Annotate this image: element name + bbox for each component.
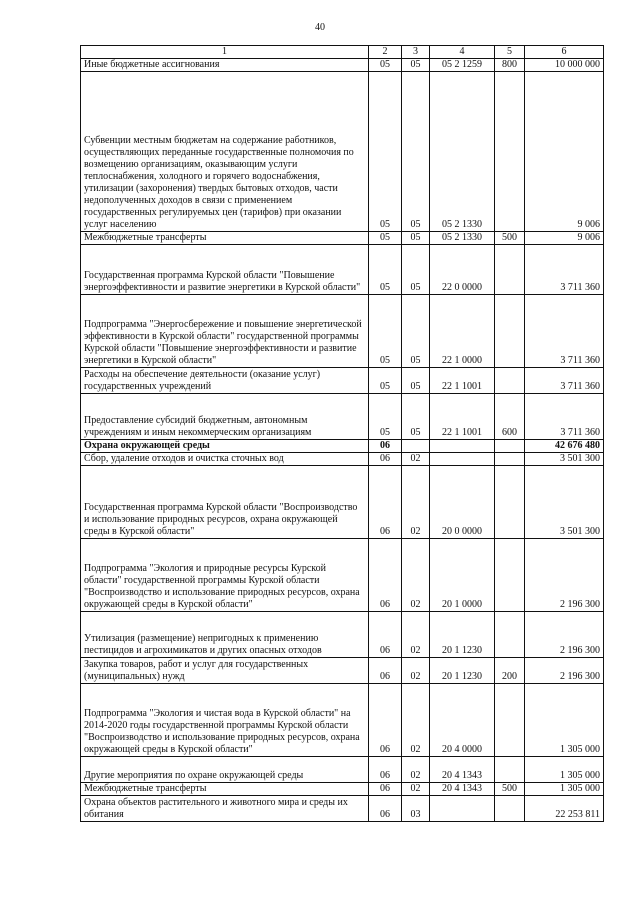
- cell-amount: 9 006: [525, 72, 604, 232]
- cell-name: Государственная программа Курской области "Повышение энергоэффективности и развитие энергетики в Курской области": [81, 245, 369, 295]
- cell-expense-type: [495, 757, 525, 783]
- cell-expense-type: [495, 368, 525, 394]
- cell-expense-type: [495, 684, 525, 757]
- table-row: [81, 612, 604, 658]
- table-row: [81, 757, 604, 783]
- table-row: [81, 232, 604, 245]
- cell-target-code: [430, 453, 495, 466]
- cell-amount: 42 676 480: [525, 440, 604, 453]
- cell-expense-type: 200: [495, 658, 525, 684]
- table-row: [81, 466, 604, 539]
- table-row: [81, 783, 604, 796]
- cell-name: Охрана объектов растительного и животного мира и среды их обитания: [81, 796, 369, 822]
- cell-subsection: 05: [402, 245, 430, 295]
- cell-name: Государственная программа Курской области "Воспроизводство и использование природных ресурсов, охрана окружающей среды в Курской области": [81, 466, 369, 539]
- cell-name: Иные бюджетные ассигнования: [81, 59, 369, 72]
- cell-amount: 1 305 000: [525, 783, 604, 796]
- cell-subsection: 02: [402, 658, 430, 684]
- cell-target-code: 20 1 0000: [430, 539, 495, 612]
- table-row: [81, 684, 604, 757]
- table-row: [81, 59, 604, 72]
- table-row: [81, 796, 604, 822]
- cell-expense-type: 800: [495, 59, 525, 72]
- table-row: [81, 394, 604, 440]
- cell-section: 05: [369, 295, 402, 368]
- cell-target-code: 20 4 0000: [430, 684, 495, 757]
- cell-name: Межбюджетные трансферты: [81, 783, 369, 796]
- cell-section: 06: [369, 684, 402, 757]
- table-row: [81, 368, 604, 394]
- cell-section: 06: [369, 783, 402, 796]
- cell-section: 06: [369, 757, 402, 783]
- cell-section: 06: [369, 796, 402, 822]
- cell-subsection: 05: [402, 394, 430, 440]
- cell-name: Расходы на обеспечение деятельности (оказание услуг) государственных учреждений: [81, 368, 369, 394]
- cell-section: 05: [369, 394, 402, 440]
- cell-expense-type: [495, 440, 525, 453]
- cell-subsection: 03: [402, 796, 430, 822]
- cell-expense-type: [495, 539, 525, 612]
- cell-subsection: 02: [402, 783, 430, 796]
- cell-target-code: 22 1 1001: [430, 394, 495, 440]
- cell-target-code: 05 2 1330: [430, 72, 495, 232]
- cell-expense-type: [495, 295, 525, 368]
- cell-amount: 3 711 360: [525, 368, 604, 394]
- cell-name: Предоставление субсидий бюджетным, автономным учреждениям и иным некоммерческим организациям: [81, 394, 369, 440]
- cell-expense-type: 500: [495, 232, 525, 245]
- cell-section: 06: [369, 539, 402, 612]
- header-row: [81, 46, 604, 59]
- cell-expense-type: [495, 453, 525, 466]
- cell-target-code: [430, 796, 495, 822]
- cell-subsection: 05: [402, 232, 430, 245]
- cell-section: 05: [369, 59, 402, 72]
- cell-name: Субвенции местным бюджетам на содержание работников, осуществляющих переданные государственные полномочия по возмещению организациям, оказывающим услуги теплоснабжения, холодного и горячего водоснабжения, утилизации (захоронения) твердых бытовых отходов, части недополученных доходов в связи с применением государственных регулируемых цен (тарифов) при оказании услуг населению: [81, 72, 369, 232]
- cell-expense-type: [495, 245, 525, 295]
- cell-amount: 3 501 300: [525, 453, 604, 466]
- cell-amount: 22 253 811: [525, 796, 604, 822]
- cell-expense-type: 500: [495, 783, 525, 796]
- cell-subsection: 02: [402, 453, 430, 466]
- cell-amount: 9 006: [525, 232, 604, 245]
- cell-amount: 10 000 000: [525, 59, 604, 72]
- cell-name: Подпрограмма "Экология и природные ресурсы Курской области" государственной программы Курской области "Воспроизводство и использование природных ресурсов, охрана окружающей среды в Курской области": [81, 539, 369, 612]
- cell-subsection: 05: [402, 295, 430, 368]
- cell-target-code: [430, 440, 495, 453]
- cell-section: 05: [369, 245, 402, 295]
- cell-target-code: 20 1 1230: [430, 658, 495, 684]
- cell-name: Охрана окружающей среды: [81, 440, 369, 453]
- cell-amount: 3 501 300: [525, 466, 604, 539]
- cell-section: 06: [369, 466, 402, 539]
- table-row: [81, 72, 604, 232]
- cell-subsection: 05: [402, 368, 430, 394]
- cell-section: 06: [369, 440, 402, 453]
- cell-name: Межбюджетные трансферты: [81, 232, 369, 245]
- cell-subsection: 02: [402, 539, 430, 612]
- cell-target-code: 20 0 0000: [430, 466, 495, 539]
- table-row: [81, 295, 604, 368]
- cell-amount: 3 711 360: [525, 295, 604, 368]
- table-row: [81, 440, 604, 453]
- cell-name: Подпрограмма "Энергосбережение и повышение энергетической эффективности в Курской области" государственной программы Курской области "Повышение энергоэффективности и развитие энергетики в Курской области": [81, 295, 369, 368]
- budget-table: [80, 45, 604, 822]
- cell-subsection: 02: [402, 684, 430, 757]
- cell-subsection: 02: [402, 757, 430, 783]
- cell-amount: 1 305 000: [525, 684, 604, 757]
- cell-section: 06: [369, 612, 402, 658]
- cell-section: 05: [369, 232, 402, 245]
- cell-expense-type: [495, 796, 525, 822]
- cell-subsection: [402, 440, 430, 453]
- cell-section: 05: [369, 72, 402, 232]
- table-row: [81, 453, 604, 466]
- col-header-5: 5: [495, 46, 525, 59]
- cell-subsection: 02: [402, 466, 430, 539]
- table-row: [81, 658, 604, 684]
- cell-target-code: 20 4 1343: [430, 757, 495, 783]
- cell-target-code: 22 1 0000: [430, 295, 495, 368]
- col-header-3: 3: [402, 46, 430, 59]
- page-number: 40: [315, 22, 325, 33]
- cell-target-code: 22 0 0000: [430, 245, 495, 295]
- table-row: [81, 245, 604, 295]
- cell-target-code: 22 1 1001: [430, 368, 495, 394]
- cell-amount: 2 196 300: [525, 612, 604, 658]
- cell-name: Закупка товаров, работ и услуг для государственных (муниципальных) нужд: [81, 658, 369, 684]
- cell-name: Другие мероприятия по охране окружающей среды: [81, 757, 369, 783]
- cell-amount: 3 711 360: [525, 245, 604, 295]
- cell-target-code: 05 2 1330: [430, 232, 495, 245]
- col-header-4: 4: [430, 46, 495, 59]
- cell-expense-type: [495, 72, 525, 232]
- cell-amount: 2 196 300: [525, 539, 604, 612]
- cell-name: Сбор, удаление отходов и очистка сточных вод: [81, 453, 369, 466]
- cell-target-code: 20 4 1343: [430, 783, 495, 796]
- col-header-6: 6: [525, 46, 604, 59]
- cell-amount: 3 711 360: [525, 394, 604, 440]
- cell-name: Утилизация (размещение) непригодных к применению пестицидов и агрохимикатов и других опасных отходов: [81, 612, 369, 658]
- cell-amount: 1 305 000: [525, 757, 604, 783]
- cell-subsection: 02: [402, 612, 430, 658]
- cell-section: 06: [369, 658, 402, 684]
- cell-target-code: 20 1 1230: [430, 612, 495, 658]
- cell-amount: 2 196 300: [525, 658, 604, 684]
- cell-subsection: 05: [402, 59, 430, 72]
- cell-subsection: 05: [402, 72, 430, 232]
- cell-expense-type: [495, 466, 525, 539]
- table-row: [81, 539, 604, 612]
- col-header-1: 1: [81, 46, 369, 59]
- cell-expense-type: 600: [495, 394, 525, 440]
- col-header-2: 2: [369, 46, 402, 59]
- cell-section: 05: [369, 368, 402, 394]
- cell-section: 06: [369, 453, 402, 466]
- cell-expense-type: [495, 612, 525, 658]
- cell-name: Подпрограмма "Экология и чистая вода в Курской области" на 2014-2020 годы государственной программы Курской области "Воспроизводство и использование природных ресурсов, охрана окружающей среды в Курской области": [81, 684, 369, 757]
- cell-target-code: 05 2 1259: [430, 59, 495, 72]
